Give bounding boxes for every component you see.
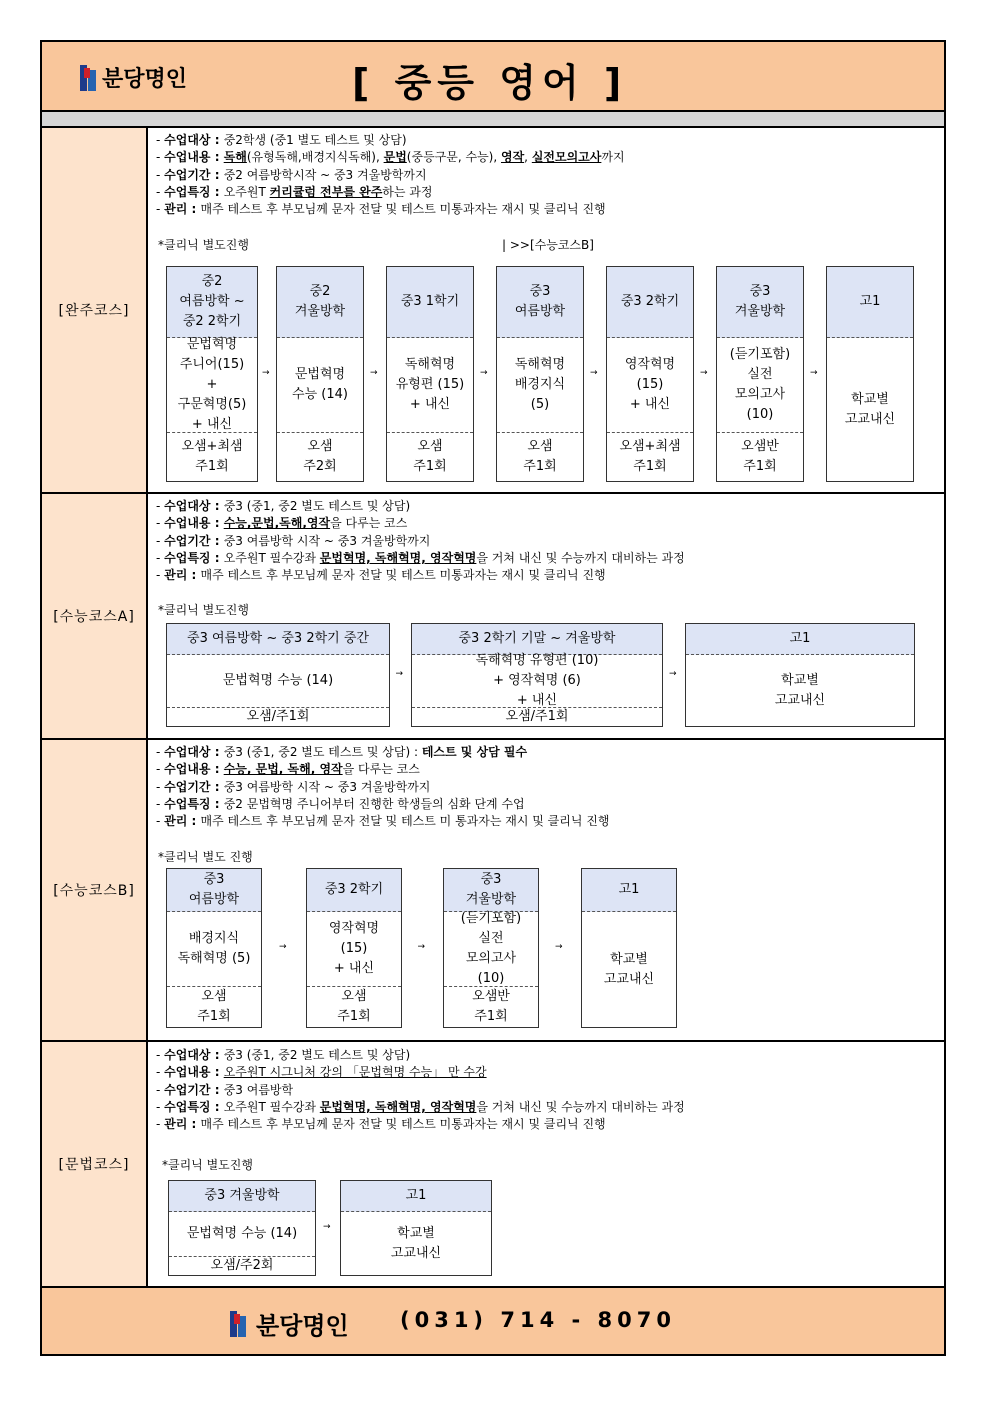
info-key: 수업내용 : [164, 762, 224, 777]
info-line [156, 550, 685, 567]
clinic-note: *클리닉 별도 진행 [158, 850, 253, 864]
info-text: 을 거쳐 내신 및 수능까지 대비하는 과정 [476, 1099, 685, 1114]
step-content-text: 주니어(15) [179, 357, 245, 372]
step-period-text: 고1 [859, 294, 881, 309]
course-step-box [581, 868, 677, 1028]
step-content-text: 고교내신 [603, 971, 655, 987]
page-title: [ 중등 영어 ] [352, 61, 628, 105]
step-period-text: 중2 2학기 [182, 314, 242, 329]
step-teacher [444, 986, 538, 1027]
step-content-text: (5) [530, 397, 550, 412]
info-text: - [156, 533, 165, 548]
info-text: 중3 여름방학 시작 ~ 중3 겨울방학까지 [223, 779, 431, 794]
info-line [156, 1116, 685, 1133]
info-text: 하는 과정 [382, 184, 433, 199]
info-text: - [156, 796, 165, 811]
course-section-suneung-b [42, 740, 944, 1042]
clinic-note: *클리닉 별도진행 [162, 1158, 253, 1172]
step-period [387, 267, 473, 338]
info-line [156, 1099, 685, 1116]
course-link-note: | >>[수능코스B] [502, 238, 594, 252]
step-period [607, 267, 693, 338]
info-text: 중3 (중1, 중2 별도 테스트 및 상담) [223, 499, 411, 513]
info-text: 문법 [383, 150, 407, 165]
step-teacher-text: 주2회 [303, 459, 337, 474]
step-period-text: 고1 [405, 1188, 427, 1203]
step-period-text: 고1 [618, 882, 640, 897]
step-content-text: (듣기포함) [729, 347, 791, 362]
step-content-text: (15) [340, 941, 368, 956]
logo-icon [230, 1311, 248, 1337]
info-line [156, 149, 625, 166]
step-period [444, 869, 538, 912]
step-teacher [307, 986, 401, 1027]
step-period-text: 여름방학 [188, 892, 240, 907]
info-key: 수업특징 : [164, 550, 224, 565]
step-content-text: 수능 (14) [292, 387, 348, 402]
info-key: 수업대상 : [164, 499, 224, 513]
step-content-text: (듣기포함) [460, 911, 522, 926]
step-period [717, 267, 803, 338]
step-period [686, 624, 914, 655]
step-period-text: 여름방학 [514, 304, 566, 319]
info-key: 수업대상 : [164, 1048, 224, 1062]
info-key: 수업기간 : [164, 167, 224, 182]
course-step-box [716, 266, 804, 482]
info-text: 오주원T [223, 184, 270, 199]
step-content-text: + 내신 [516, 693, 558, 708]
info-text: - [156, 568, 165, 583]
course-step-box [606, 266, 694, 482]
info-text: 수능, 문법, 독해, 영작 [223, 762, 343, 777]
logo-icon [80, 65, 98, 91]
step-content-text: 고교내신 [390, 1245, 442, 1261]
step-content-text: 배경지식 [188, 931, 240, 946]
footer-brand-name: 분당명인 [256, 1312, 349, 1340]
step-content [582, 912, 676, 1027]
course-step-box [166, 266, 258, 482]
info-line [156, 533, 685, 550]
step-content [827, 338, 913, 481]
step-content [387, 338, 473, 432]
info-text: (중등구문, 수능), [406, 150, 501, 165]
course-section-wanju [42, 128, 944, 494]
step-teacher-text: 오샘반 [741, 439, 779, 454]
course-step-box [443, 868, 539, 1028]
course-step-box [166, 868, 262, 1028]
info-text: - [156, 150, 165, 165]
step-teacher [717, 432, 803, 481]
course-step-box [826, 266, 914, 482]
step-content [412, 655, 662, 707]
info-text: - [156, 745, 165, 759]
step-period-text: 중3 [529, 284, 551, 299]
section-label: [수능코스A] [42, 494, 148, 738]
info-line [156, 761, 609, 778]
step-content [167, 912, 261, 986]
info-key: 수업기간 : [164, 1082, 224, 1097]
info-key: 수업내용 : [164, 516, 224, 531]
info-key: 수업특징 : [164, 796, 224, 811]
step-teacher-text: 오샘/주1회 [505, 709, 569, 724]
step-teacher-text: 주1회 [195, 459, 229, 474]
info-text: 중2 문법혁명 주니어부터 진행한 학생들의 심화 단계 수업 [223, 796, 525, 811]
info-text: 중3 (중1, 중2 별도 테스트 및 상담) : [223, 745, 422, 759]
info-line [156, 567, 685, 584]
info-text: 오주원T 시그니처 강의 「문법혁명 수능」 만 수강 [223, 1065, 487, 1080]
step-content-text: 학교별 [851, 391, 889, 407]
step-content-text: + 내신 [333, 961, 375, 976]
info-text: 까지 [601, 150, 625, 165]
info-text: - [156, 184, 165, 199]
info-key: 수업기간 : [164, 779, 224, 794]
info-text: - [156, 167, 165, 182]
step-period-text: 중3 2학기 [620, 294, 680, 309]
info-text: - [156, 202, 165, 217]
info-text: 중3 여름방학 [223, 1082, 294, 1097]
footer-logo [230, 1306, 349, 1341]
step-period [497, 267, 583, 338]
clinic-note: *클리닉 별도진행 [158, 603, 249, 617]
info-text: 문법혁명, 독해혁명, 영작혁명 [319, 1099, 477, 1114]
info-line [156, 184, 625, 201]
info-key: 관리 : [164, 202, 201, 217]
step-content-text: 문법혁명 [186, 337, 238, 352]
info-text: 매주 테스트 후 부모님께 문자 전달 및 테스트 미통과자는 재시 및 클리닉 진행 [200, 1117, 606, 1132]
info-line [156, 1047, 685, 1064]
step-content-text: 학교별 [781, 672, 819, 688]
info-text: 독해 [223, 150, 247, 165]
step-teacher-text: 오샘+최샘 [181, 439, 243, 454]
step-teacher-text: 주1회 [197, 1009, 231, 1024]
step-teacher [607, 432, 693, 481]
divider-band [42, 112, 944, 128]
step-period-text: 중3 2학기 기말 ~ 겨울방학 [458, 631, 616, 646]
step-period-text: 중3 2학기 [324, 882, 384, 897]
step-teacher-text: 오샘 [307, 439, 333, 454]
info-text: 매주 테스트 후 부모님께 문자 전달 및 테스트 미통과자는 재시 및 클리닉 진행 [200, 202, 606, 217]
step-period-text: 여름방학 ~ [179, 294, 245, 309]
step-content [167, 338, 257, 432]
step-teacher [412, 707, 662, 726]
brand-name: 분당명인 [102, 67, 188, 92]
info-text: - [156, 516, 165, 531]
header [42, 42, 944, 112]
arrow-icon: → [480, 368, 488, 378]
course-section-grammar [42, 1042, 944, 1288]
step-content-text: + 영작혁명 (6) [493, 673, 581, 688]
flyer-frame [40, 40, 946, 1356]
step-period-text: 중3 [480, 872, 502, 887]
info-text: - [156, 1117, 165, 1132]
step-content-text: 실전 [478, 931, 504, 946]
step-period-text: 중3 겨울방학 [204, 1188, 280, 1203]
section-label: [수능코스B] [42, 740, 148, 1040]
step-teacher-text: 주1회 [413, 459, 447, 474]
course-step-box [340, 1180, 492, 1276]
step-teacher [387, 432, 473, 481]
arrow-icon: → [810, 368, 818, 378]
step-period-text: 중3 [749, 284, 771, 299]
info-text: 커리큘럼 전부를 완주 [269, 184, 383, 199]
info-text: 중3 여름방학 시작 ~ 중3 겨울방학까지 [223, 533, 431, 548]
course-step-box [276, 266, 364, 482]
step-content-text: 구문혁명(5) [177, 397, 247, 412]
step-content [717, 338, 803, 432]
info-line [156, 515, 685, 532]
info-line [156, 1082, 685, 1099]
info-text: 테스트 및 상담 필수 [421, 745, 528, 759]
info-text: 을 거쳐 내신 및 수능까지 대비하는 과정 [476, 550, 685, 565]
step-content-text: 문법혁명 [294, 367, 346, 382]
step-period [169, 1181, 315, 1212]
step-content [444, 912, 538, 986]
step-teacher-text: 주1회 [474, 1009, 508, 1024]
step-content-text: 실전 [747, 367, 773, 382]
step-content-text: 영작혁명 [624, 357, 676, 372]
info-text: 실전모의고사 [531, 150, 602, 165]
step-teacher-text: 주1회 [337, 1009, 371, 1024]
step-content [277, 338, 363, 432]
arrow-icon: → [669, 669, 677, 679]
info-text: (유형독해,배경지식독해), [246, 150, 384, 165]
info-key: 수업내용 : [164, 150, 224, 165]
clinic-note: *클리닉 별도진행 [158, 238, 249, 252]
course-info [156, 744, 609, 830]
step-period-text: 겨울방학 [734, 304, 786, 319]
step-content [497, 338, 583, 432]
step-content-text: + [206, 377, 218, 392]
step-period [582, 869, 676, 912]
info-text: - [156, 133, 165, 147]
step-content-text: 모의고사 [465, 951, 517, 966]
step-content-text: 학교별 [610, 951, 648, 967]
step-content-text: 독해혁명 [404, 357, 456, 372]
step-content-text: + 내신 [409, 397, 451, 412]
step-period [167, 267, 257, 338]
step-content-text: 고교내신 [774, 692, 826, 708]
course-step-box [496, 266, 584, 482]
step-content [686, 655, 914, 726]
section-label: [문법코스] [42, 1042, 148, 1286]
step-teacher-text: 오샘+최샘 [619, 439, 681, 454]
step-content-text: 문법혁명 수능 (14) [222, 673, 334, 688]
info-text: - [156, 550, 165, 565]
info-text: - [156, 1065, 165, 1080]
step-period-text: 중3 여름방학 ~ 중3 2학기 중간 [187, 631, 369, 646]
footer [42, 1288, 944, 1354]
step-period [307, 869, 401, 912]
step-content-text: + 내신 [191, 417, 233, 432]
info-text: , [524, 150, 532, 165]
step-teacher [277, 432, 363, 481]
course-step-box [306, 868, 402, 1028]
step-period [341, 1181, 491, 1212]
step-teacher-text: 오샘 [201, 989, 227, 1004]
step-content-text: (15) [636, 377, 664, 392]
info-line [156, 498, 685, 515]
step-content-text: 배경지식 [514, 377, 566, 392]
info-text: - [156, 814, 165, 829]
step-period [167, 624, 389, 655]
course-info [156, 132, 625, 218]
step-content-text: 유형편 (15) [395, 377, 465, 392]
step-content [341, 1212, 491, 1275]
arrow-icon: → [590, 368, 598, 378]
course-step-box [685, 623, 915, 727]
step-teacher [497, 432, 583, 481]
step-content-text: 학교별 [397, 1225, 435, 1241]
info-text: 을 다루는 코스 [342, 762, 420, 777]
info-text: - [156, 1048, 165, 1062]
step-teacher-text: 오샘반 [472, 989, 510, 1004]
step-content-text: 문법혁명 수능 (14) [186, 1226, 298, 1241]
footer-phone: (031) 714 - 8070 [400, 1308, 676, 1332]
step-content [167, 655, 389, 707]
course-info [156, 1047, 685, 1133]
info-line [156, 744, 609, 761]
course-step-box [386, 266, 474, 482]
step-content-text: 모의고사 [734, 387, 786, 402]
info-text: 문법혁명, 독해혁명, 영작혁명 [319, 550, 477, 565]
arrow-icon: → [323, 1222, 331, 1232]
info-text: 오주원T 필수강좌 [223, 550, 320, 565]
info-key: 수업내용 : [164, 1065, 224, 1080]
info-key: 관리 : [164, 814, 201, 829]
section-label: [완주코스] [42, 128, 148, 492]
info-line [156, 813, 609, 830]
info-text: 중3 (중1, 중2 별도 테스트 및 상담) [223, 1048, 411, 1062]
arrow-icon: → [700, 368, 708, 378]
step-period [167, 869, 261, 912]
step-content-text: 독해혁명 유형편 (10) [475, 653, 599, 668]
info-text: 수능,문법,독해,영작 [223, 516, 331, 531]
step-content [169, 1212, 315, 1256]
step-teacher-text: 주1회 [633, 459, 667, 474]
step-period-text: 중3 [203, 872, 225, 887]
step-period-text: 고1 [789, 631, 811, 646]
step-period-text: 중2 [309, 284, 331, 299]
step-content-text: (10) [746, 407, 774, 422]
step-teacher [169, 1256, 315, 1275]
step-teacher-text: 주1회 [743, 459, 777, 474]
info-line [156, 1064, 685, 1081]
arrow-icon: → [555, 942, 563, 952]
info-key: 수업대상 : [164, 745, 224, 759]
info-line [156, 132, 625, 149]
step-content-text: + 내신 [629, 397, 671, 412]
info-text: 중2학생 (중1 별도 테스트 및 상담) [223, 133, 407, 147]
info-text: 매주 테스트 후 부모님께 문자 전달 및 테스트 미통과자는 재시 및 클리닉 진행 [200, 568, 606, 583]
info-key: 관리 : [164, 1117, 201, 1132]
info-text: 을 다루는 코스 [330, 516, 408, 531]
step-period-text: 겨울방학 [465, 892, 517, 907]
info-text: 중2 여름방학시작 ~ 중3 겨울방학까지 [223, 167, 427, 182]
course-step-box [168, 1180, 316, 1276]
course-step-box [411, 623, 663, 727]
arrow-icon: → [417, 942, 426, 952]
info-text: - [156, 1099, 165, 1114]
step-period-text: 겨울방학 [294, 304, 346, 319]
step-teacher-text: 오샘 [417, 439, 443, 454]
step-period-text: 중2 [201, 274, 223, 289]
step-content [607, 338, 693, 432]
info-line [156, 796, 609, 813]
step-content-text: 영작혁명 [328, 921, 380, 936]
info-text: - [156, 779, 165, 794]
step-period-text: 중3 1학기 [400, 294, 460, 309]
info-key: 수업대상 : [164, 133, 224, 147]
step-teacher [167, 986, 261, 1027]
step-teacher-text: 주1회 [523, 459, 557, 474]
arrow-icon: → [262, 368, 270, 378]
info-key: 수업특징 : [164, 184, 224, 199]
step-content-text: 고교내신 [844, 411, 896, 427]
info-line [156, 779, 609, 796]
info-text: 오주원T 필수강좌 [223, 1099, 320, 1114]
brand-logo [80, 62, 187, 93]
info-line [156, 167, 625, 184]
step-teacher-text: 오샘/주1회 [246, 709, 310, 724]
info-key: 수업기간 : [164, 533, 224, 548]
step-content [307, 912, 401, 986]
course-info [156, 498, 685, 584]
step-period [277, 267, 363, 338]
step-content-text: 독해혁명 (5) [177, 951, 251, 966]
arrow-icon: → [395, 669, 404, 679]
step-teacher-text: 오샘/주2회 [210, 1258, 274, 1273]
step-content-text: 독해혁명 [514, 357, 566, 372]
info-key: 관리 : [164, 568, 201, 583]
step-period [827, 267, 913, 338]
info-key: 수업특징 : [164, 1099, 224, 1114]
info-text: 영작 [500, 150, 525, 165]
course-section-suneung-a [42, 494, 944, 740]
step-teacher-text: 오샘 [341, 989, 367, 1004]
step-teacher [167, 707, 389, 726]
info-line [156, 201, 625, 218]
step-content-text: (10) [477, 971, 505, 986]
arrow-icon: → [370, 368, 378, 378]
info-text: - [156, 499, 165, 513]
step-teacher-text: 오샘 [527, 439, 553, 454]
info-text: - [156, 1082, 165, 1097]
info-text: 매주 테스트 후 부모님께 문자 전달 및 테스트 미 통과자는 재시 및 클리닉 진행 [200, 814, 610, 829]
arrow-icon: → [279, 942, 287, 952]
info-text: - [156, 762, 165, 777]
course-step-box [166, 623, 390, 727]
step-teacher [167, 432, 257, 481]
